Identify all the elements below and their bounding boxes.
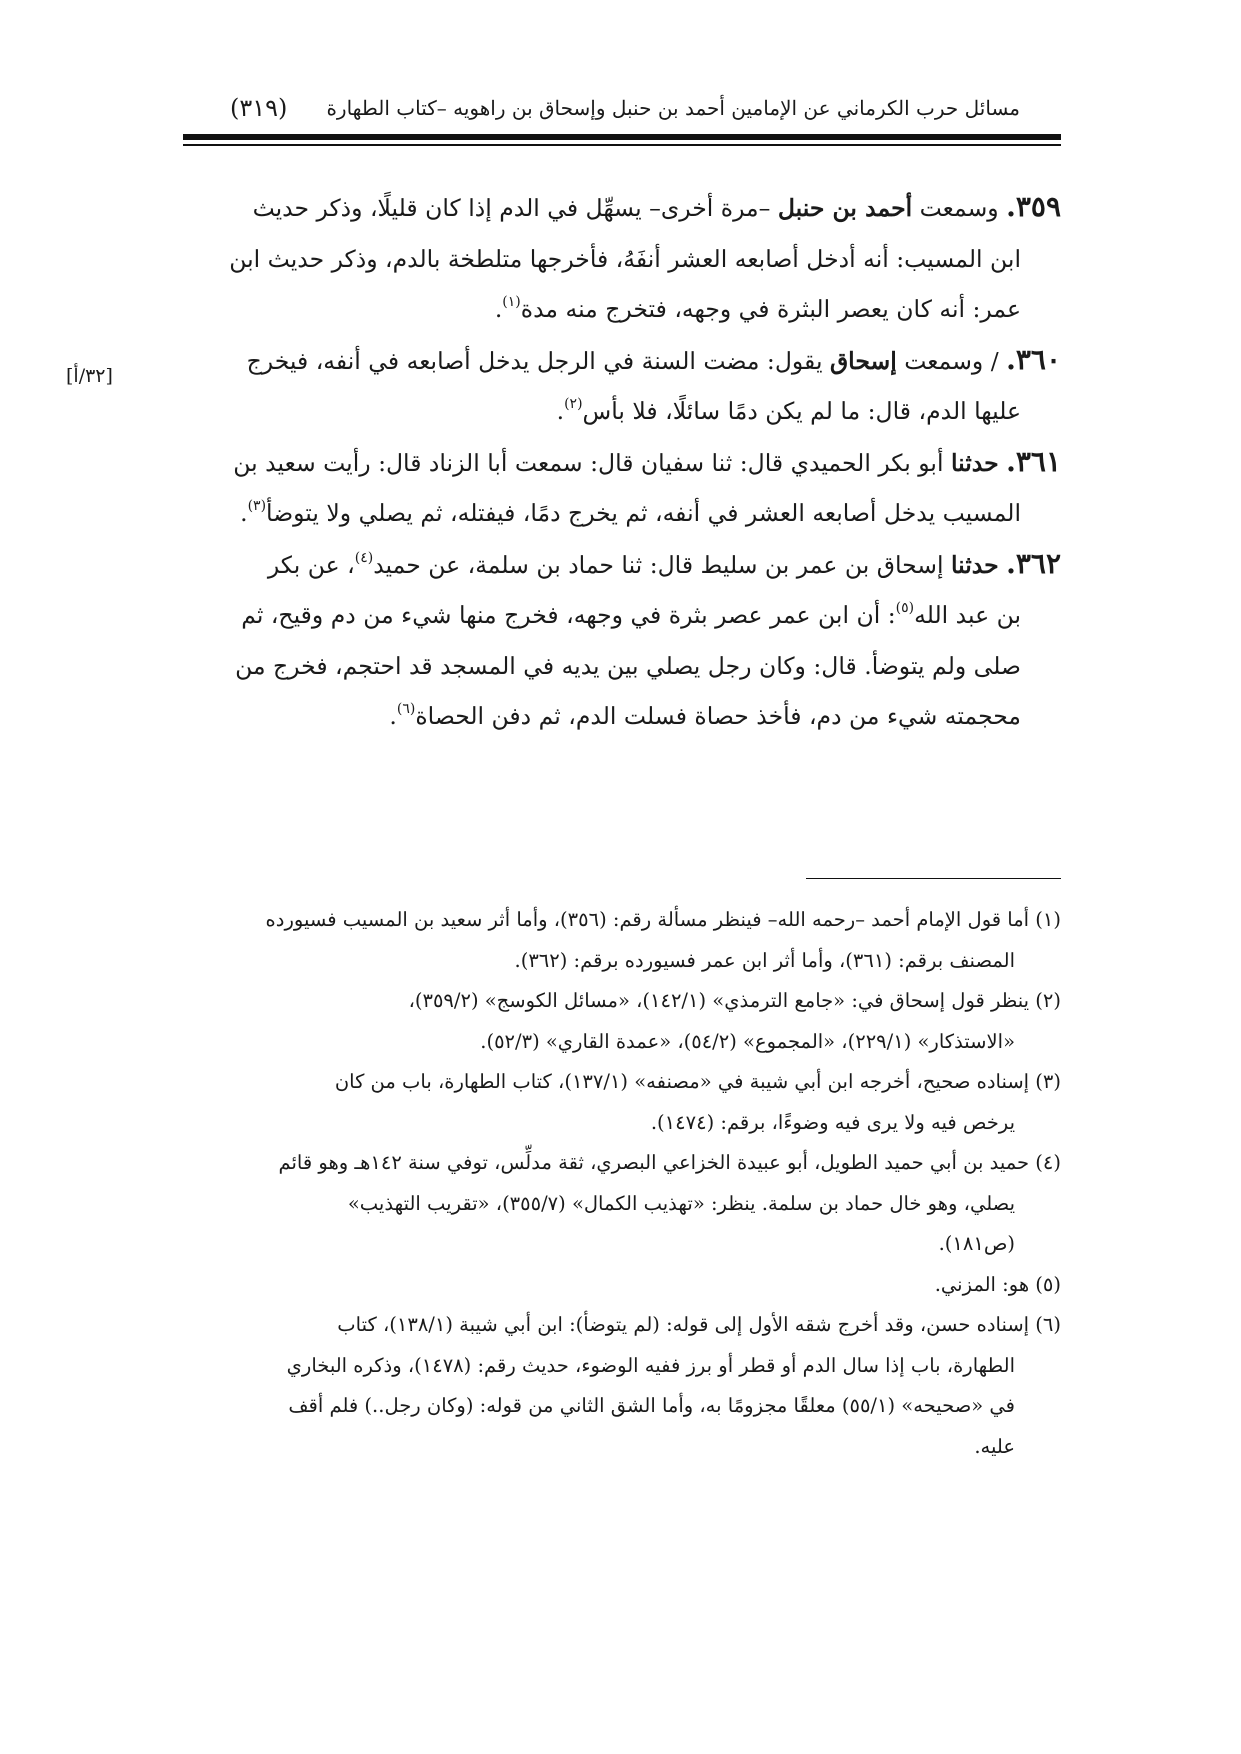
footnote-ref[interactable]: (٣) (247, 498, 267, 514)
hadith-marker: حدثنا (950, 550, 999, 579)
entry-362-line: بن عبد الله$^{(٥)}$: أن ابن عمر عصر بثرة في وجهه، فخرج منها شيء من دم وقيح، ثم (241, 600, 1021, 629)
footnote-6-line: عليه. (974, 1434, 1015, 1458)
page-number: (٣١٩) (230, 94, 288, 122)
footnote-2-line: «الاستذكار» (٢٢٩/١)، «المجموع» (٥٤/٢)، «عمدة القاري» (٥٢/٣). (480, 1029, 1015, 1053)
entry-362-line: محجمته شيء من دم، فأخذ حصاة فسلت الدم، ثم دفن الحصاة$^{(٦)}$. (389, 701, 1021, 730)
footnote-3-line: يرخص فيه ولا يرى فيه وضوءًا، برقم: (١٤٧٤). (650, 1110, 1015, 1134)
footnote-ref[interactable]: (١) (502, 294, 521, 310)
entry-number: ٣٦٢. (1006, 546, 1061, 580)
header-rule-thin (183, 144, 1061, 146)
narrator-name: أحمد بن حنبل (777, 194, 913, 222)
entry-number: ٣٦١. (1006, 444, 1061, 478)
entry-361-line: المسيب يدخل أصابعه العشر في أنفه، ثم يخرج دمًا، فيفتله، ثم يصلي ولا يتوضأ$^{(٣)}$. (240, 498, 1021, 527)
footnote-4-line: (ص١٨١). (938, 1232, 1015, 1255)
footnote-3: (٣) إسناده صحيح، أخرجه ابن أبي شيبة في «مصنفه» (١٣٧/١)، كتاب الطهارة، باب من كان (334, 1070, 1061, 1093)
entry-number: ٣٥٩. (1006, 190, 1061, 223)
entry-360: ٣٦٠. / وسمعت إسحاق يقول: مضت السنة في الرجل يدخل أصابعه في أنفه، فيخرج (246, 342, 1061, 376)
footnote-ref[interactable]: (٢) (564, 396, 583, 412)
footnote-6-line: الطهارة، باب إذا سال الدم أو قطر أو برز ففيه الوضوء، حديث رقم: (١٤٧٨)، وذكره البخاري (286, 1353, 1015, 1377)
footnote-ref[interactable]: (٥) (895, 600, 915, 616)
narrator-name: إسحاق (829, 346, 897, 375)
footnote-1: (١) أما قول الإمام أحمد –رحمه الله– فينظر مسألة رقم: (٣٥٦)، وأما أثر سعيد بن المسيب فسيورده (265, 908, 1061, 931)
entry-361: ٣٦١. حدثنا أبو بكر الحميدي قال: ثنا سفيان قال: سمعت أبا الزناد قال: رأيت سعيد بن (233, 444, 1061, 478)
entry-359-line: عمر: أنه كان يعصر البثرة في وجهه، فتخرج منه مدة$^{(١)}$. (494, 294, 1021, 323)
hadith-marker: حدثنا (950, 448, 999, 477)
footnote-5: (٥) هو: المزني. (934, 1272, 1061, 1296)
entry-362: ٣٦٢. حدثنا إسحاق بن عمر بن سليط قال: ثنا حماد بن سلمة، عن حميد$^{(٤)}$، عن بكر (267, 546, 1061, 580)
footnote-6: (٦) إسناده حسن، وقد أخرج شقه الأول إلى قوله: (لم يتوضأ): ابن أبي شيبة (١٣٨/١)، كتاب (337, 1313, 1061, 1336)
footnote-ref[interactable]: (٦) (396, 701, 416, 717)
header-rule-thick (183, 134, 1061, 140)
footnote-4-line: يصلي، وهو خال حماد بن سلمة. ينظر: «تهذيب الكمال» (٣٥٥/٧)، «تقريب التهذيب» (347, 1191, 1015, 1215)
footnote-6-line: في «صحيحه» (٥٥/١) معلقًا مجزومًا به، وأما الشق الثاني من قوله: (وكان رجل..) فلم أقف (288, 1394, 1015, 1417)
entry-359-line: ابن المسيب: أنه أدخل أصابعه العشر أنفَهُ، فأخرجها متلطخة بالدم، وذكر حديث ابن (229, 244, 1021, 273)
footnote-1-line: المصنف برقم: (٣٦١)، وأما أثر ابن عمر فسيورده برقم: (٣٦٢). (514, 948, 1015, 972)
entry-360-line: عليها الدم، قال: ما لم يكن دمًا سائلًا، فلا بأس$^{(٢)}$. (556, 396, 1021, 425)
entry-359: ٣٥٩. وسمعت أحمد بن حنبل –مرة أخرى– يسهِّل في الدم إذا كان قليلًا، وذكر حديث (252, 190, 1061, 223)
footnote-2: (٢) ينظر قول إسحاق في: «جامع الترمذي» (١٤٢/١)، «مسائل الكوسج» (٣٥٩/٢)، (408, 989, 1061, 1012)
entry-362-line: صلى ولم يتوضأ. قال: وكان رجل يصلي بين يديه في المسجد قد احتجم، فخرج من (235, 651, 1021, 680)
footnote-ref[interactable]: (٤) (354, 549, 374, 566)
main-text (183, 182, 1061, 742)
page-header (230, 88, 1020, 128)
footnote-4: (٤) حميد بن أبي حميد الطويل، أبو عبيدة الخزاعي البصري، ثقة مدلِّس، توفي سنة ١٤٢هـ وهو قائم (278, 1151, 1061, 1174)
margin-manuscript-reference: [٣٢/أ] (66, 365, 113, 387)
entry-number: ٣٦٠. (1006, 342, 1061, 376)
footnotes (183, 900, 1061, 1467)
footnote-separator (806, 878, 1061, 879)
running-title: مسائل حرب الكرماني عن الإمامين أحمد بن حنبل وإسحاق بن راهويه –كتاب الطهارة (326, 96, 1020, 120)
